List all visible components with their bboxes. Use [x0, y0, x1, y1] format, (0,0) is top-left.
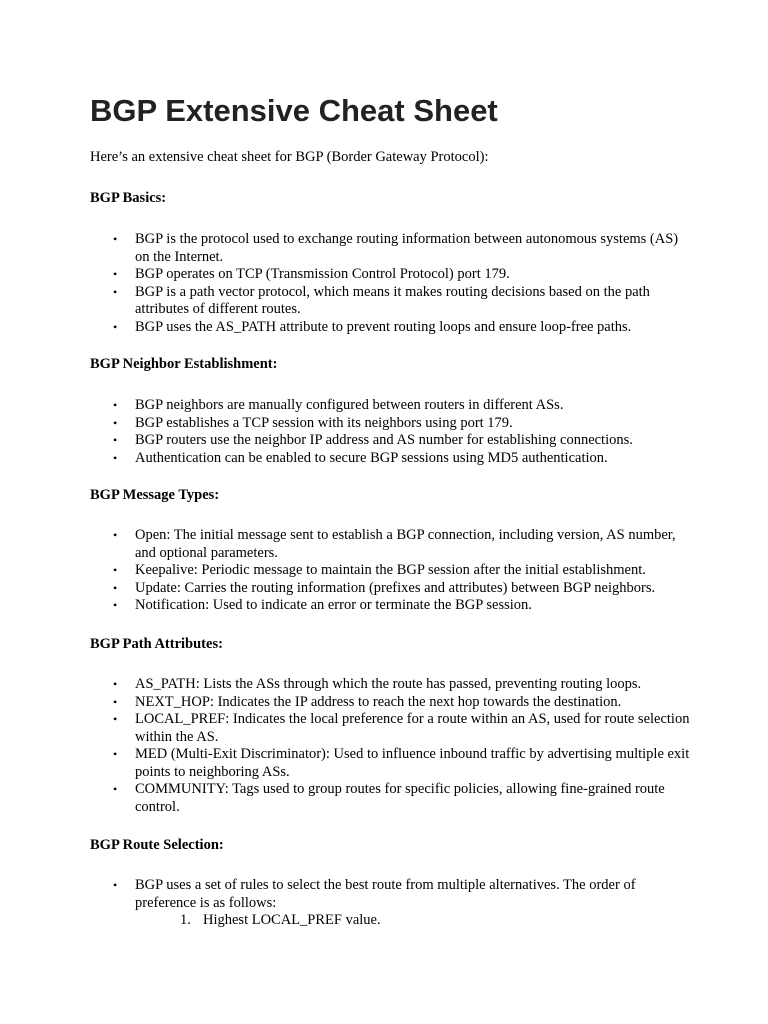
- bullet-icon: •: [113, 677, 118, 691]
- numbered-list-item: 1. Highest LOCAL_PREF value.: [180, 912, 381, 928]
- bullet-icon: •: [113, 450, 118, 465]
- list-item: • BGP establishes a TCP session with its neighbors using port 179.: [113, 414, 513, 431]
- bullet-icon: •: [113, 433, 118, 447]
- list-item: • BGP is the protocol used to exchange routing information between autonomous systems (AS) on the Internet.: [113, 231, 679, 265]
- section-heading-basics: BGP Basics:: [90, 190, 167, 206]
- list-item: • BGP is a path vector protocol, which means it makes routing decisions based on the path attributes of different routes.: [113, 283, 650, 317]
- list-item: • BGP uses the AS_PATH attribute to prevent routing loops and ensure loop-free paths.: [113, 318, 632, 335]
- bullet-icon: •: [113, 415, 118, 430]
- list-item: • NEXT_HOP: Indicates the IP address to reach the next hop towards the destination.: [113, 693, 622, 710]
- section-heading-message-types: BGP Message Types:: [90, 487, 220, 503]
- list-item: • MED (Multi-Exit Discriminator): Used to influence inbound traffic by advertising multiple exit points to neighboring ASs.: [113, 746, 690, 780]
- list-number: 1.: [180, 912, 191, 928]
- list-item: • BGP operates on TCP (Transmission Control Protocol) port 179.: [113, 266, 510, 282]
- list-item: • LOCAL_PREF: Indicates the local preference for a route within an AS, used for route selection within the AS.: [113, 711, 690, 745]
- intro-paragraph: Here’s an extensive cheat sheet for BGP (Border Gateway Protocol):: [90, 149, 489, 165]
- list-item: • Update: Carries the routing information (prefixes and attributes) between BGP neighbors.: [113, 579, 656, 596]
- section-heading-route-selection: BGP Route Selection:: [90, 837, 224, 853]
- bullet-icon: •: [113, 747, 118, 761]
- bullet-list-basics: [90, 231, 690, 336]
- list-item: • AS_PATH: Lists the ASs through which the route has passed, preventing routing loops.: [113, 676, 642, 692]
- bullet-icon: •: [113, 398, 118, 412]
- bullet-icon: •: [113, 712, 118, 726]
- bullet-icon: •: [113, 528, 118, 542]
- bullet-icon: •: [113, 878, 118, 892]
- list-item: • BGP uses a set of rules to select the best route from multiple alternatives. The order of preference is as follows: 1. Highest LOCAL_PREF value.: [90, 877, 690, 930]
- numbered-sublist: [90, 912, 690, 930]
- list-item: • Authentication can be enabled to secure BGP sessions using MD5 authentication.: [113, 449, 608, 466]
- bullet-icon: •: [113, 563, 118, 577]
- bullet-icon: •: [113, 232, 118, 246]
- section-heading-neighbor: BGP Neighbor Establishment:: [90, 356, 278, 372]
- bullet-icon: •: [113, 319, 118, 334]
- bullet-icon: •: [113, 694, 118, 709]
- list-item: • Notification: Used to indicate an error or terminate the BGP session.: [113, 597, 532, 613]
- list-item: • Open: The initial message sent to establish a BGP connection, including version, AS number, and optional parameters.: [113, 527, 676, 561]
- list-item: • COMMUNITY: Tags used to group routes for specific policies, allowing fine-grained route control.: [113, 781, 665, 815]
- list-item: • BGP routers use the neighbor IP address and AS number for establishing connections.: [113, 432, 633, 448]
- bullet-icon: •: [113, 284, 118, 299]
- list-item: • Keepalive: Periodic message to maintain the BGP session after the initial establishment.: [113, 562, 646, 578]
- list-item: • BGP neighbors are manually configured between routers in different ASs.: [113, 397, 564, 413]
- bullet-list-message-types: [90, 527, 690, 615]
- section-heading-path-attributes: BGP Path Attributes:: [90, 636, 223, 652]
- bullet-icon: •: [113, 782, 118, 796]
- bullet-list-neighbor: [90, 397, 690, 467]
- bullet-list-route-selection: [90, 877, 690, 930]
- bullet-icon: •: [113, 580, 118, 595]
- bullet-list-path-attributes: [90, 676, 690, 816]
- bullet-icon: •: [113, 267, 118, 281]
- page-title: BGP Extensive Cheat Sheet: [90, 93, 498, 128]
- bullet-icon: •: [113, 598, 118, 612]
